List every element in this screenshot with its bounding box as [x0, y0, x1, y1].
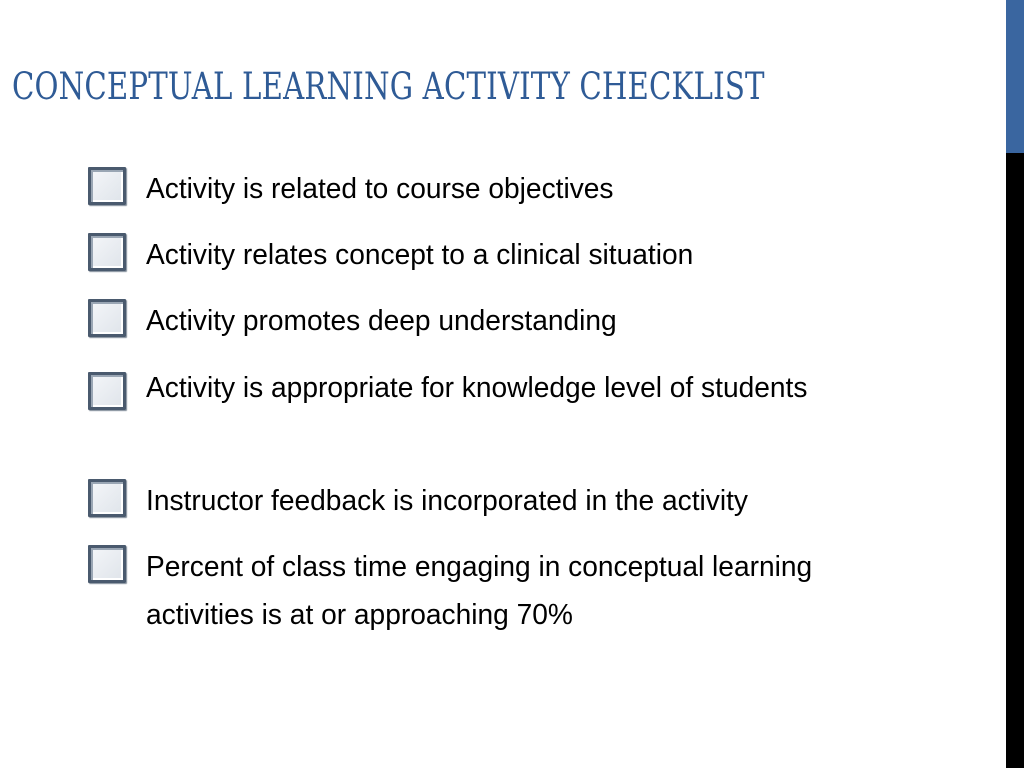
- slide-title: CONCEPTUAL LEARNING ACTIVITY CHECKLIST: [12, 65, 765, 108]
- side-bar-accent: [1006, 0, 1024, 153]
- checklist-item-text: Activity is appropriate for knowledge level of students: [146, 372, 808, 404]
- checkbox-icon[interactable]: [88, 299, 126, 337]
- checkbox-icon[interactable]: [88, 167, 126, 205]
- checklist-item: [88, 477, 948, 525]
- checklist-item: [88, 543, 948, 639]
- checklist-item: [88, 297, 948, 345]
- checklist-item-text: Activity promotes deep understanding: [146, 305, 617, 337]
- checklist-item: [88, 165, 948, 213]
- checkbox-icon[interactable]: [88, 479, 126, 517]
- checklist-item: [88, 231, 948, 279]
- checklist-item-text: Percent of class time engaging in conceptual learning activities is at or approaching 70%: [146, 551, 813, 631]
- checkbox-icon[interactable]: [88, 233, 126, 271]
- checklist-item-text: Instructor feedback is incorporated in the activity: [146, 485, 748, 517]
- checklist-item-text: Activity relates concept to a clinical situation: [146, 239, 694, 271]
- checkbox-icon[interactable]: [88, 545, 126, 583]
- checklist-item: [88, 364, 948, 412]
- checkbox-icon[interactable]: [88, 372, 126, 410]
- checklist-item-text: Activity is related to course objectives: [146, 173, 614, 205]
